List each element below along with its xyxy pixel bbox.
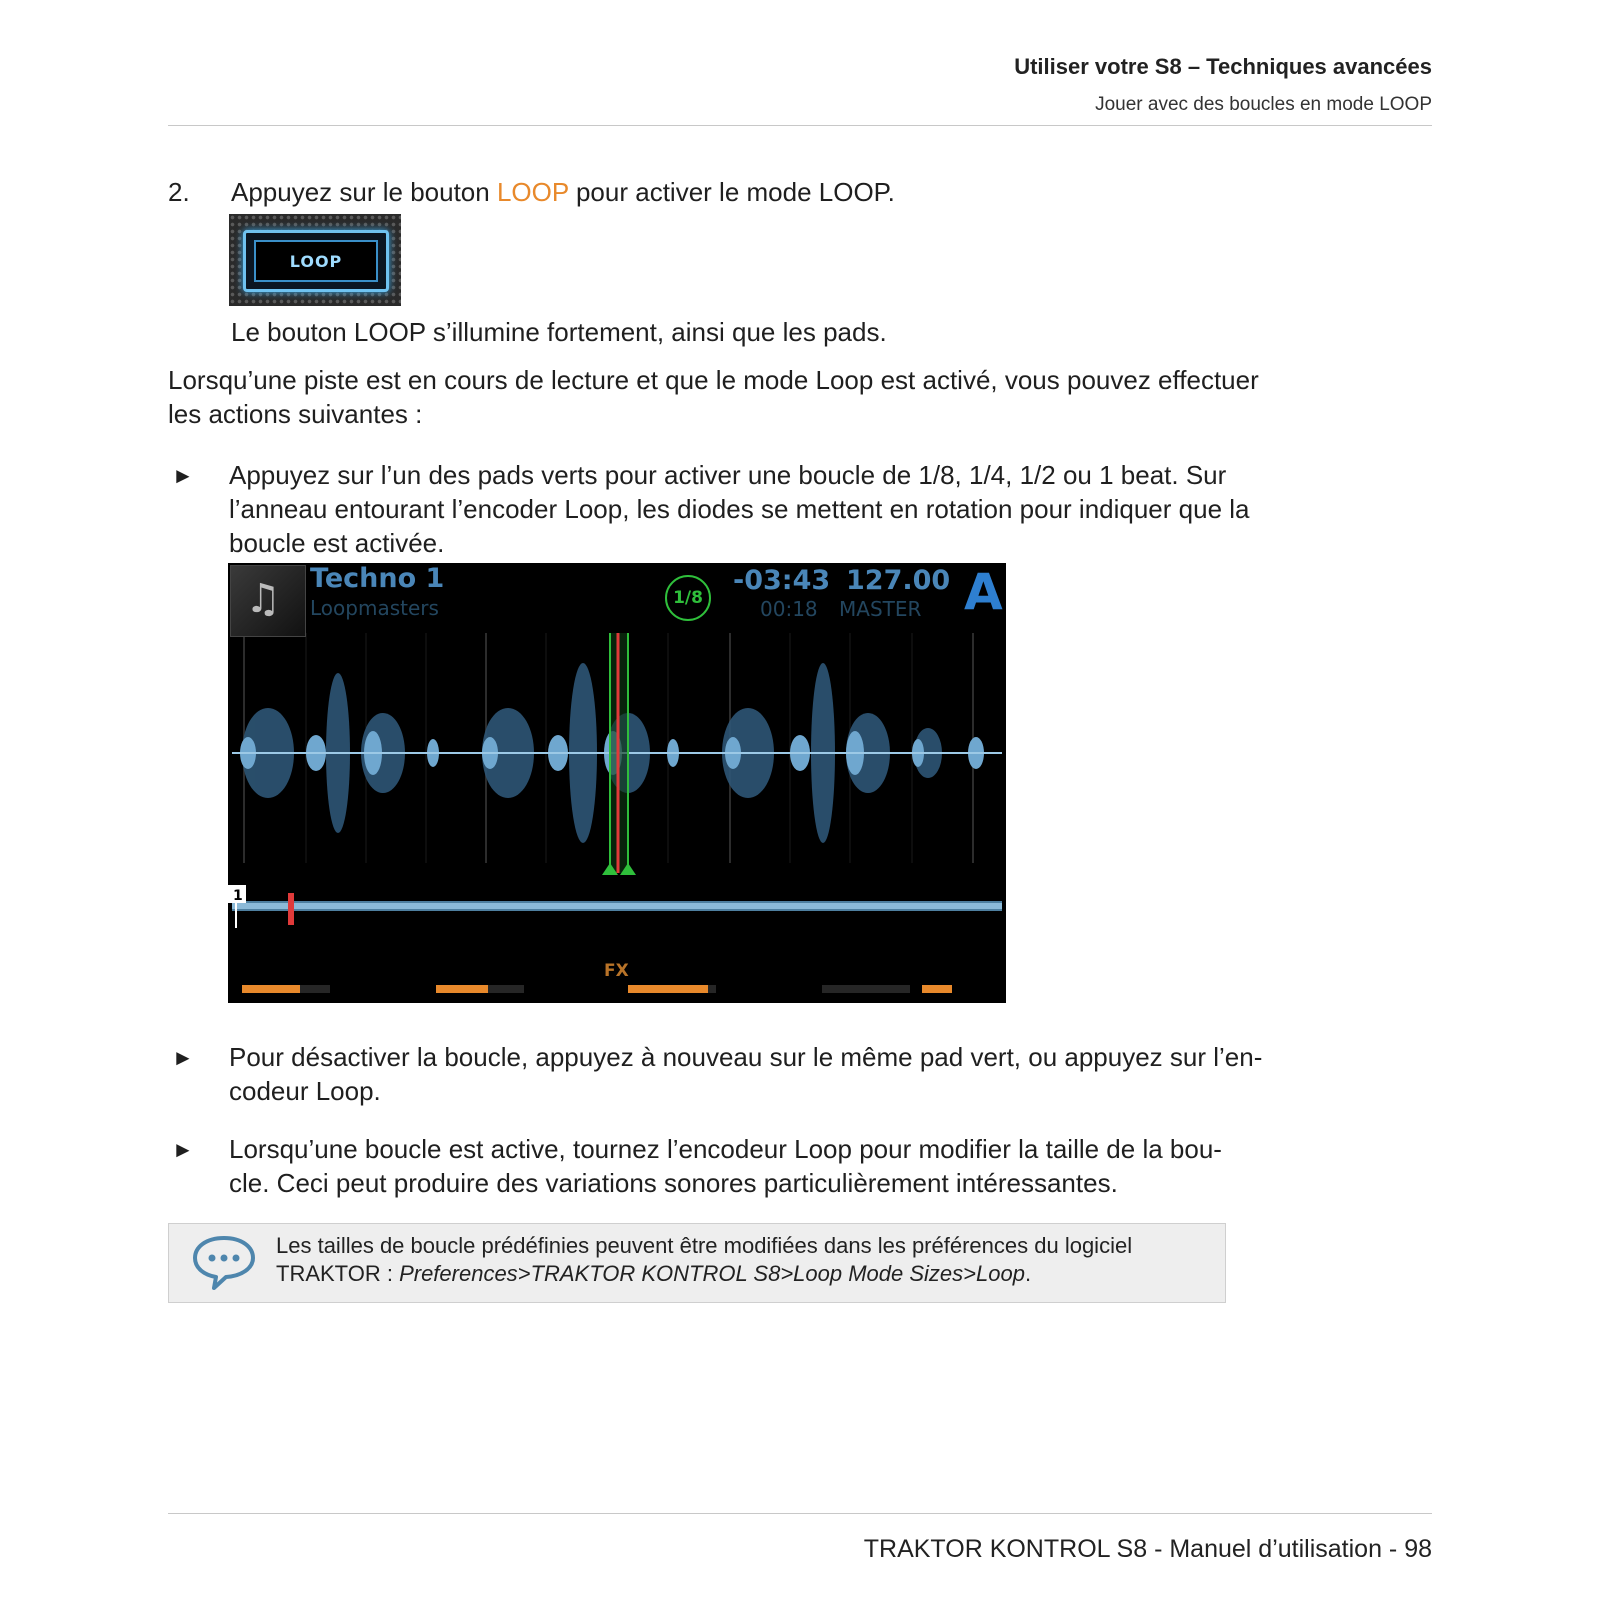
bullet-line: cle. Ceci peut produire des variations sonores particulièrement intéressantes. <box>229 1168 1118 1198</box>
speech-bubble-icon <box>191 1232 257 1294</box>
bullet-arrow-icon: ► <box>172 1137 194 1162</box>
bullet-line: boucle est activée. <box>229 528 445 558</box>
loop-size-indicator: 1/8 <box>665 575 711 621</box>
note-text-plain: TRAKTOR : <box>276 1261 400 1286</box>
music-note-icon: ♫ <box>245 576 281 622</box>
remaining-time: -03:43 <box>733 565 831 596</box>
tempo-master-label: MASTER <box>839 597 922 621</box>
bullet-line: l’anneau entourant l’encoder Loop, les diodes se mettent en rotation pour indiquer que la <box>229 494 1250 524</box>
note-text-line <box>276 1260 1031 1288</box>
bullet-line: Pour désactiver la boucle, appuyez à nouveau sur le même pad vert, ou appuyez sur l’en- <box>229 1042 1263 1072</box>
track-title: Techno 1 <box>310 563 445 594</box>
step-result: Le bouton LOOP s’illumine fortement, ainsi que les pads. <box>231 317 887 347</box>
footer-divider <box>168 1513 1432 1514</box>
deck-letter: A <box>964 563 1003 621</box>
deck-screen-image <box>228 563 1006 1003</box>
page-footer: TRAKTOR KONTROL S8 - Manuel d’utilisation - 98 <box>863 1535 1432 1563</box>
elapsed-time: 00:18 <box>760 597 818 621</box>
preferences-path: Preferences>TRAKTOR KONTROL S8>Loop Mode Sizes>Loop <box>399 1261 1025 1286</box>
step-instruction <box>231 175 895 209</box>
step-text-before: Appuyez sur le bouton <box>231 177 497 207</box>
intro-line: Lorsqu’une piste est en cours de lecture et que le mode Loop est activé, vous pouvez effectuer <box>168 365 1259 395</box>
note-box <box>168 1223 1226 1303</box>
bullet-item <box>229 1040 1349 1108</box>
bullet-item <box>229 458 1349 560</box>
track-artist: Loopmasters <box>310 596 439 620</box>
loop-keyword: LOOP <box>496 177 569 207</box>
bullet-line: codeur Loop. <box>229 1076 381 1106</box>
loop-button-label: LOOP <box>254 240 378 282</box>
section-title: Jouer avec des boucles en mode LOOP <box>1095 94 1432 115</box>
intro-line: les actions suivantes : <box>168 399 423 429</box>
step-text-after: pour activer le mode LOOP. <box>568 177 895 207</box>
cue-marker-label: 1 <box>233 888 243 904</box>
fx-label: FX <box>604 961 629 981</box>
intro-paragraph <box>168 363 1368 431</box>
loop-button-image <box>229 214 401 306</box>
bullet-item <box>229 1132 1349 1200</box>
bullet-arrow-icon: ► <box>172 463 194 488</box>
step-number: 2. <box>168 177 190 207</box>
loop-button-frame <box>243 230 389 292</box>
bullet-arrow-icon: ► <box>172 1045 194 1070</box>
note-text-line: Les tailles de boucle prédéfinies peuvent être modifiées dans les préférences du logiciel <box>276 1233 1133 1258</box>
chapter-title: Utiliser votre S8 – Techniques avancées <box>1014 54 1432 79</box>
waveform-display <box>228 563 1006 1003</box>
bpm-display: 127.00 <box>846 565 951 596</box>
note-text-end: . <box>1024 1261 1032 1286</box>
bullet-line: Appuyez sur l’un des pads verts pour activer une boucle de 1/8, 1/4, 1/2 ou 1 beat. Sur <box>229 460 1227 490</box>
bullet-line: Lorsqu’une boucle est active, tournez l’encodeur Loop pour modifier la taille de la bou- <box>229 1134 1222 1164</box>
album-cover-thumbnail <box>230 565 306 637</box>
header-divider <box>168 125 1432 126</box>
